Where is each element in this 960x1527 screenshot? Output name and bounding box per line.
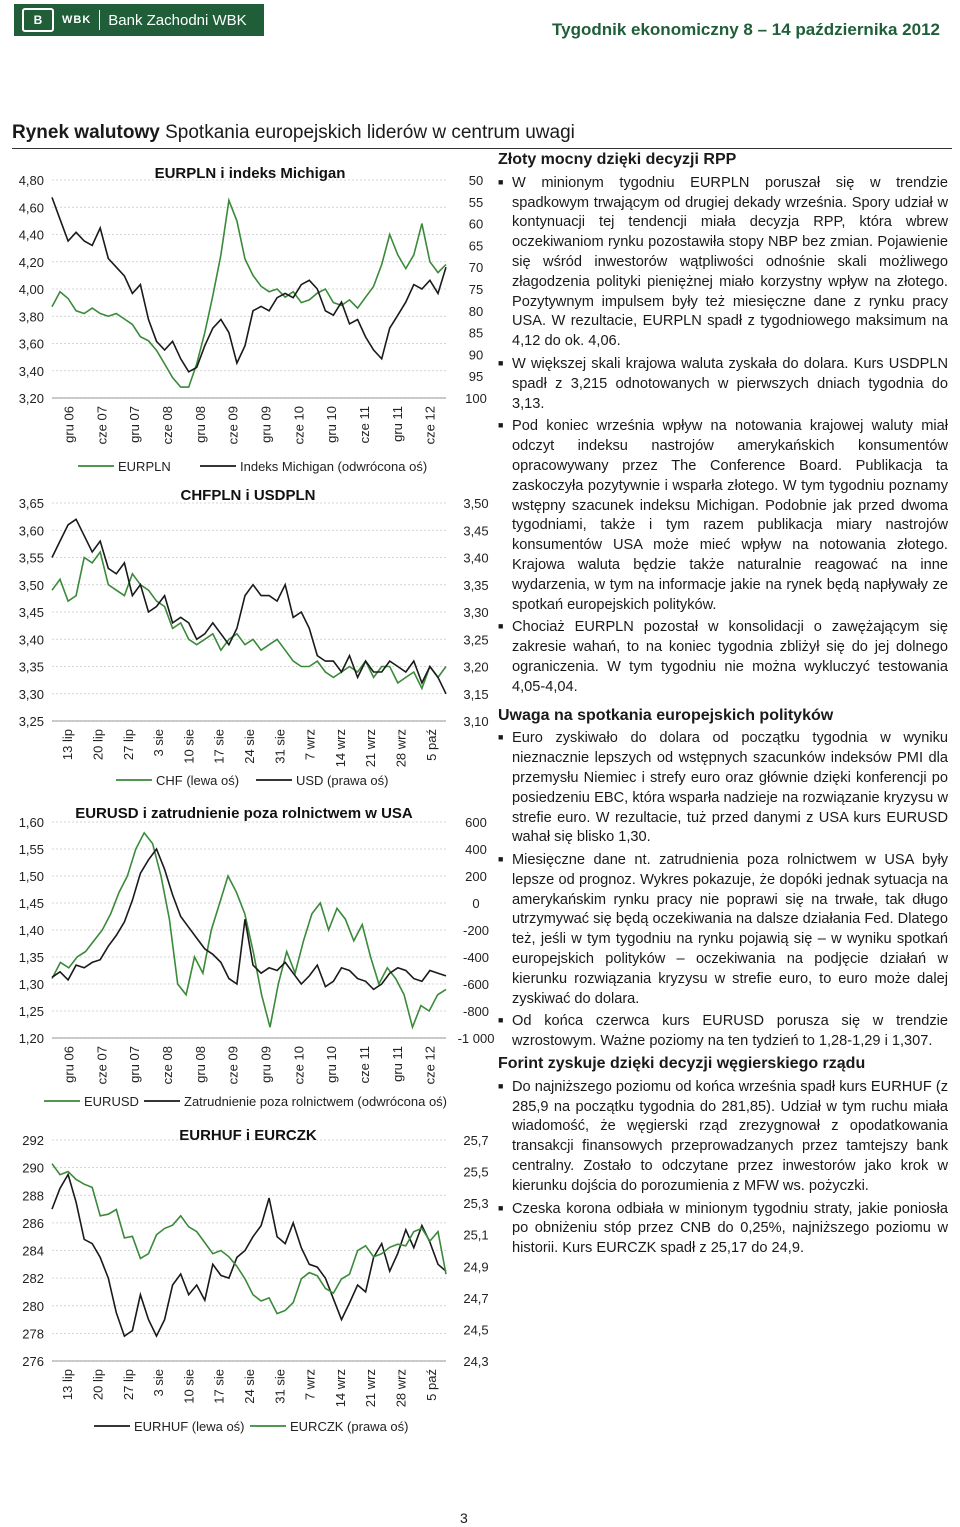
left-tick-label: 3,30	[18, 686, 44, 702]
x-tick-label: cze 07	[94, 1046, 110, 1085]
paragraph: ■ Od końca czerwca kurs EURUSD porusza się w trendzie wzrostowym. Ważne poziomy na ten tydzień to 1,28-1,29 i 1,307.	[498, 1013, 948, 1050]
right-tick-label: -200	[462, 923, 490, 938]
right-tick-label: 3,20	[463, 659, 489, 675]
x-tick-label: cze 10	[291, 1046, 307, 1085]
right-tick-label: 85	[468, 325, 484, 341]
bullet-icon: ■	[498, 854, 504, 865]
x-tick-label: gru 09	[258, 1046, 274, 1083]
left-tick-label: 282	[22, 1271, 44, 1287]
right-tick-label: 25,1	[463, 1227, 489, 1243]
left-tick-label: 292	[22, 1133, 44, 1148]
left-tick-label: 278	[22, 1326, 44, 1342]
x-tick-label: cze 08	[159, 1046, 175, 1085]
paragraph: ■ Pod koniec września wpływ na notowania krajowej waluty miał odczyt indeksu nastrojów amerykańskich konsumentów opracowywany przez The Conference Board. Publikacja ta zaskoczyła pozytywnie i wsparła złotego. W tym tygodniu poznamy wstępny szacunek indeksu Michigan. Podobnie jak przed dwoma tygodniami, także i tym razem publikacja miary nastrojów konsumentów USA może mieć wpływ na notowania złotego. Krajowa waluta będzie także naturalnie reagować na inne wydarzenia, w tym na informacje jakie na rynek będą napływały ze spotkań europejskich polityków.	[498, 418, 948, 613]
bullet-icon: ■	[498, 1015, 504, 1026]
x-tick-label: 7 wrz	[302, 1369, 318, 1401]
x-tick-label: 21 wrz	[363, 1369, 379, 1408]
x-tick-label: 17 sie	[211, 729, 227, 764]
left-tick-label: 4,20	[18, 254, 44, 270]
chart-title: EURPLN i indeks Michigan	[154, 165, 346, 182]
x-tick-label: 31 sie	[272, 1369, 288, 1404]
x-tick-label: 14 wrz	[332, 729, 348, 768]
paragraph: ■ Do najniższego poziomu od końca września spadł kurs EURHUF (z 285,9 na początku tygodnia do 281,85). Udział w tym ruchu miała wiadomość, że węgierski rząd zrezygnował z opodatkowania transakcji finansowych przeprowadzanych przez tamtejszy bank centralny. Zostało to odczytane przez inwestorów jako krok w kierunku dojścia do porozumienia z MFW ws. pożyczki.	[498, 1078, 948, 1194]
bank-logo-mark: B	[22, 8, 54, 32]
chart-title: EURHUF i EURCZK	[179, 1127, 317, 1144]
legend-label: Indeks Michigan (odwrócona oś)	[240, 459, 428, 474]
left-tick-label: 1,55	[18, 842, 44, 857]
series-line-0	[52, 833, 446, 1027]
left-tick-label: 1,45	[18, 896, 44, 911]
paragraph: ■ W minionym tygodniu EURPLN poruszał się w trendzie spadkowym trwającym od drugiej dekady września. Spory udział w kontynuacji tej tendencji miała decyzja RPP, która wbrew oczekiwaniom rynku pozostawiła stopy NBP bez zmian. Pojawienie się wśród inwestorów wątpliwości odnośnie skali możliwego złagodzenia polityki pieniężnej miało korzystny wpływ na złotego. Pozytywnym impulsem były też miesięczne dane z rynku pracy USA. W rezultacie, EURPLN spadł z tygodniowego maksimum na 4,12 do ok. 4,06.	[498, 174, 948, 350]
right-tick-label: -1 000	[457, 1031, 495, 1046]
right-tick-label: 70	[468, 260, 484, 276]
right-tick-label: 25,5	[463, 1164, 489, 1180]
article-column	[498, 150, 948, 1261]
left-tick-label: 1,30	[18, 977, 44, 992]
right-tick-label: 400	[465, 842, 487, 857]
right-tick-label: 65	[468, 238, 484, 254]
x-tick-label: 24 sie	[242, 1369, 257, 1404]
right-tick-label: 3,45	[463, 523, 489, 539]
x-tick-label: cze 09	[225, 406, 241, 445]
x-tick-label: 3 sie	[151, 729, 167, 757]
x-tick-label: gru 08	[192, 406, 208, 443]
x-tick-label: gru 06	[61, 1046, 77, 1083]
series-line-0	[52, 200, 446, 387]
left-tick-label: 3,80	[18, 309, 44, 325]
section-title-rest: Spotkania europejskich liderów w centrum uwagi	[165, 122, 575, 143]
paragraph: ■ Czeska korona odbiała w minionym tygodniu straty, jakie poniosła po obniżeniu stóp przez CNB do 0,25%, najniższego poziomu w historii. Kurs EURCZK spadł z 25,17 do 24,9.	[498, 1200, 948, 1257]
left-tick-label: 280	[22, 1298, 44, 1314]
left-tick-label: 3,25	[18, 714, 44, 729]
x-tick-label: gru 07	[127, 1046, 143, 1083]
legend-label: CHF (lewa oś)	[156, 773, 240, 788]
right-tick-label: 25,7	[463, 1133, 489, 1148]
left-tick-label: 4,00	[18, 282, 44, 297]
doc-title: Tygodnik ekonomiczny 8 – 14 października 2012	[552, 20, 940, 39]
right-tick-label: 600	[465, 815, 487, 830]
right-tick-label: 90	[468, 347, 484, 363]
right-tick-label: 3,40	[463, 550, 489, 566]
left-tick-label: 3,55	[18, 550, 44, 566]
x-tick-label: 10 sie	[181, 729, 197, 764]
x-tick-label: gru 06	[61, 406, 77, 443]
x-tick-label: gru 07	[127, 406, 143, 443]
heading-politicians: Uwaga na spotkania europejskich polityków	[498, 706, 834, 724]
right-tick-label: 24,5	[463, 1322, 489, 1338]
left-tick-label: 4,80	[18, 173, 44, 188]
series-line-1	[52, 519, 446, 694]
x-tick-label: cze 08	[159, 406, 175, 445]
legend-label: USD (prawa oś)	[296, 773, 389, 788]
left-tick-label: 286	[22, 1215, 44, 1231]
bullet-icon: ■	[498, 357, 504, 368]
series-line-0	[52, 1175, 446, 1337]
x-tick-label: 5 paź	[423, 1369, 439, 1401]
right-tick-label: 60	[468, 216, 484, 232]
left-tick-label: 3,65	[18, 496, 44, 511]
right-tick-label: 80	[468, 303, 484, 319]
x-tick-label: 5 paź	[423, 729, 439, 761]
right-tick-label: 3,15	[463, 686, 489, 702]
legend-label: EURCZK (prawa oś)	[290, 1419, 409, 1434]
left-tick-label: 3,35	[18, 659, 44, 675]
left-tick-label: 3,20	[18, 391, 44, 406]
left-tick-label: 288	[22, 1188, 44, 1204]
bullet-icon: ■	[498, 1080, 504, 1091]
x-tick-label: 21 wrz	[363, 729, 379, 768]
series-line-1	[52, 197, 446, 371]
right-tick-label: 3,35	[463, 577, 489, 593]
paragraph: ■ Euro zyskiwało do dolara od początku tygodnia w wyniku nieznacznie lepszych od wstępnych szacunków indeksów PMI dla przemysłu Niemiec i strefy euro oraz głównie dzięki konferencji po posiedzeniu EBC, która wsparła nadzieje na rozwiązanie kryzysu w strefie euro. W rezultacie, tuż przed danymi z USA kurs EURUSD wahał się blisko 1,30.	[498, 730, 948, 846]
right-tick-label: 55	[468, 194, 484, 210]
left-tick-label: 1,60	[18, 815, 44, 830]
x-tick-label: 10 sie	[181, 1369, 197, 1404]
right-tick-label: 200	[465, 869, 487, 884]
x-tick-label: cze 12	[422, 406, 438, 445]
chart-title: CHFPLN i USDPLN	[180, 487, 316, 504]
x-tick-label: 20 lip	[90, 1369, 106, 1401]
heading-zloty: Złoty mocny dzięki decyzji RPP	[498, 151, 737, 168]
bank-logo	[14, 4, 264, 36]
bank-logo-wbk: WBK	[62, 14, 92, 26]
right-tick-label: 50	[468, 173, 484, 188]
chart-title: EURUSD i zatrudnienie poza rolnictwem w USA	[75, 805, 413, 822]
left-tick-label: 3,60	[18, 336, 44, 352]
left-tick-label: 1,20	[18, 1031, 44, 1046]
bank-name: Bank Zachodni WBK	[108, 11, 247, 29]
right-tick-label: -800	[462, 1004, 490, 1019]
chart-chfpln-usdpln	[0, 482, 490, 792]
x-tick-label: 17 sie	[211, 1369, 227, 1404]
left-tick-label: 4,40	[18, 227, 44, 243]
chart-eurhuf-eurczk	[0, 1124, 490, 1444]
x-tick-label: gru 10	[324, 406, 340, 443]
right-tick-label: 24,7	[463, 1290, 489, 1306]
page-number: 3	[460, 1510, 468, 1526]
right-tick-label: 75	[468, 282, 484, 297]
x-tick-label: 24 sie	[242, 729, 257, 764]
x-tick-label: cze 11	[356, 1046, 372, 1084]
legend-label: EURPLN	[118, 459, 171, 474]
right-tick-label: 3,30	[463, 605, 489, 620]
x-tick-label: 3 sie	[151, 1369, 167, 1397]
x-tick-label: cze 07	[94, 406, 110, 445]
section-rule	[12, 148, 952, 149]
bullet-icon: ■	[498, 1202, 504, 1213]
bullet-icon: ■	[498, 176, 504, 187]
section-heading	[12, 122, 575, 144]
left-tick-label: 1,40	[18, 923, 44, 938]
right-tick-label: 3,10	[463, 714, 489, 729]
left-tick-label: 4,60	[18, 200, 44, 216]
x-tick-label: 7 wrz	[302, 729, 318, 761]
x-tick-label: cze 11	[356, 406, 372, 444]
left-tick-label: 3,40	[18, 363, 44, 379]
left-tick-label: 290	[22, 1160, 44, 1176]
x-tick-label: 27 lip	[120, 1369, 136, 1401]
x-tick-label: 28 wrz	[393, 1369, 409, 1408]
right-tick-label: -400	[462, 950, 490, 965]
x-tick-label: gru 10	[324, 1046, 340, 1083]
chart-eurpln-michigan	[0, 158, 490, 480]
right-tick-label: 100	[465, 391, 487, 406]
right-tick-label: -600	[462, 977, 490, 992]
left-tick-label: 3,45	[18, 605, 44, 620]
left-tick-label: 1,50	[18, 869, 44, 884]
legend-label: Zatrudnienie poza rolnictwem (odwrócona oś)	[184, 1094, 448, 1109]
right-tick-label: 24,3	[463, 1354, 489, 1369]
bullet-icon: ■	[498, 621, 504, 632]
x-tick-label: cze 09	[225, 1046, 241, 1085]
chart-eurusd-payrolls	[0, 800, 495, 1118]
series-line-0	[52, 552, 446, 688]
bullet-icon: ■	[498, 732, 504, 743]
right-tick-label: 3,25	[463, 632, 489, 648]
x-tick-label: 28 wrz	[393, 729, 409, 768]
x-tick-label: 27 lip	[120, 729, 136, 761]
x-tick-label: gru 09	[258, 406, 274, 443]
left-tick-label: 3,40	[18, 632, 44, 648]
x-tick-label: cze 12	[422, 1046, 438, 1085]
legend-label: EURUSD	[84, 1094, 139, 1109]
left-tick-label: 284	[22, 1243, 44, 1259]
x-tick-label: 14 wrz	[332, 1369, 348, 1408]
paragraph: ■ Miesięczne dane nt. zatrudnienia poza rolnictwem w USA były lepsze od prognoz. Wykres pokazuje, że dopóki jednak sytuacja na amerykańskim rynku pracy nie poprawi się na trwałe, tak długo utrzymywać się będą oczekiwania na dalsze działania Fed. Dlatego też, jeśli w tym tygodniu na rynku pojawią się – w wyniku spotkań europejskich polityków – oczekiwania na podjęcie działań w kierunku rozwiązania kryzysu w strefie euro, to euro może dalej zyskiwać do dolara.	[498, 852, 948, 1007]
heading-forint: Forint zyskuje dzięki decyzji węgierskiego rządu	[498, 1055, 866, 1073]
bullet-icon: ■	[498, 420, 504, 431]
x-tick-label: 13 lip	[60, 1369, 76, 1401]
left-tick-label: 3,60	[18, 523, 44, 539]
x-tick-label: gru 11	[389, 1046, 405, 1082]
left-tick-label: 276	[22, 1354, 44, 1369]
left-tick-label: 1,35	[18, 950, 44, 965]
right-tick-label: 0	[472, 896, 480, 911]
legend-label: EURHUF (lewa oś)	[134, 1419, 245, 1434]
left-tick-label: 3,50	[18, 577, 44, 593]
logo-divider	[99, 10, 100, 30]
section-title-bold: Rynek walutowy	[12, 122, 160, 143]
paragraph: ■ W większej skali krajowa waluta zyskała do dolara. Kurs USDPLN spadł z 3,215 odnotowanych w pierwszych dniach tygodnia do 3,13.	[498, 355, 948, 412]
x-tick-label: gru 11	[389, 406, 405, 442]
x-tick-label: gru 08	[192, 1046, 208, 1083]
right-tick-label: 95	[468, 369, 484, 385]
right-tick-label: 25,3	[463, 1196, 489, 1212]
left-tick-label: 1,25	[18, 1004, 44, 1019]
x-tick-label: cze 10	[291, 406, 307, 445]
paragraph: ■ Chociaż EURPLN pozostał w konsolidacji o zawężającym się zakresie wahań, to na koniec tygodnia zbliżył się do jej dolnego ograniczenia. W tym tygodniu nie można wykluczyć testowania 4,05-4,04.	[498, 619, 948, 695]
x-tick-label: 20 lip	[90, 729, 106, 761]
right-tick-label: 24,9	[463, 1259, 489, 1275]
x-tick-label: 13 lip	[60, 729, 76, 761]
right-tick-label: 3,50	[463, 496, 489, 511]
x-tick-label: 31 sie	[272, 729, 288, 764]
